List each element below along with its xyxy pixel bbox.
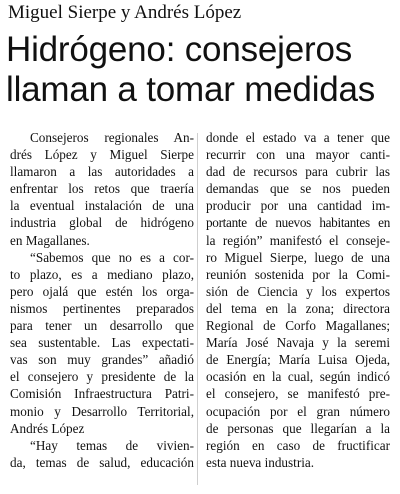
text-line: portante de nuevos habitantes en (206, 215, 390, 231)
byline: Miguel Sierpe y Andrés López (8, 2, 242, 23)
headline (6, 30, 375, 110)
text-line: da, temas de salud, educación (10, 454, 194, 470)
text-line: llamaron a las autoridades a (10, 164, 194, 180)
text-line: vas son muy grandes” añadió (10, 352, 194, 368)
text-line: Regional de Corfo Magallanes; (206, 318, 390, 334)
text-line: ocasión en la cual, según indicó (206, 369, 390, 385)
text-line: Consejeros regionales An- (30, 130, 194, 145)
text-line: recurrir con una mayor canti- (206, 147, 390, 163)
text-line: ocupación por el gran número (206, 403, 390, 419)
text-line: esta nueva industria. (206, 454, 315, 470)
text-line: industria global de hidrógeno (10, 215, 194, 231)
text-line: Andrés López (10, 420, 85, 436)
text-line: Comisión Infraestructura Patri- (10, 386, 194, 402)
text-line: “Sabemos que no es a cor- (30, 249, 194, 265)
text-line: en Magallanes. (10, 232, 90, 248)
headline-line-1: Hidrógeno: consejeros (6, 30, 353, 69)
text-line: del tema en la zona; directora (206, 300, 390, 316)
text-line: sea sustentable. Las expectati- (10, 335, 194, 351)
text-line: el consejero y presidente de la (10, 369, 194, 385)
text-line: pero ojalá que estén los orga- (10, 283, 194, 299)
text-line: producir por una cantidad im- (206, 198, 390, 214)
text-line: dad de recursos para cubrir las (206, 164, 390, 180)
column-right (206, 129, 390, 471)
text-line: enfrentar los retos que traería (10, 181, 194, 197)
text-line: la región” manifestó el conseje- (206, 232, 390, 248)
text-line: reunión sostenida por la Comi- (206, 266, 390, 282)
text-line: de personas que llegarían a la (206, 420, 390, 436)
text-line: demandas que se nos pueden (206, 181, 390, 197)
text-line: ro Miguel Sierpe, luego de una (206, 249, 390, 265)
column-divider (197, 133, 198, 485)
headline-line-2: llaman a tomar medidas (6, 70, 376, 109)
text-line: drés López y Miguel Sierpe (10, 147, 194, 163)
text-line: sión de Ciencia y los expertos (206, 283, 390, 299)
text-line: para tener un desarrollo que (10, 318, 194, 334)
text-line: nismos pertinentes preparados (10, 300, 194, 316)
text-line: to plazo, es a mediano plazo, (10, 266, 194, 282)
text-line: monio y Desarrollo Territorial, (10, 403, 194, 419)
text-line: de Energía; María Luisa Ojeda, (206, 352, 390, 368)
text-line: donde el estado va a tener que (206, 130, 390, 145)
text-line: María José Navaja y la seremi (206, 335, 390, 351)
column-left (10, 129, 194, 471)
text-line: el consejero, se manifestó pre- (206, 386, 390, 402)
text-line: “Hay temas de vivien- (30, 437, 194, 453)
text-line: región en caso de fructificar (206, 437, 390, 453)
text-line: la eventual instalación de una (10, 198, 194, 214)
